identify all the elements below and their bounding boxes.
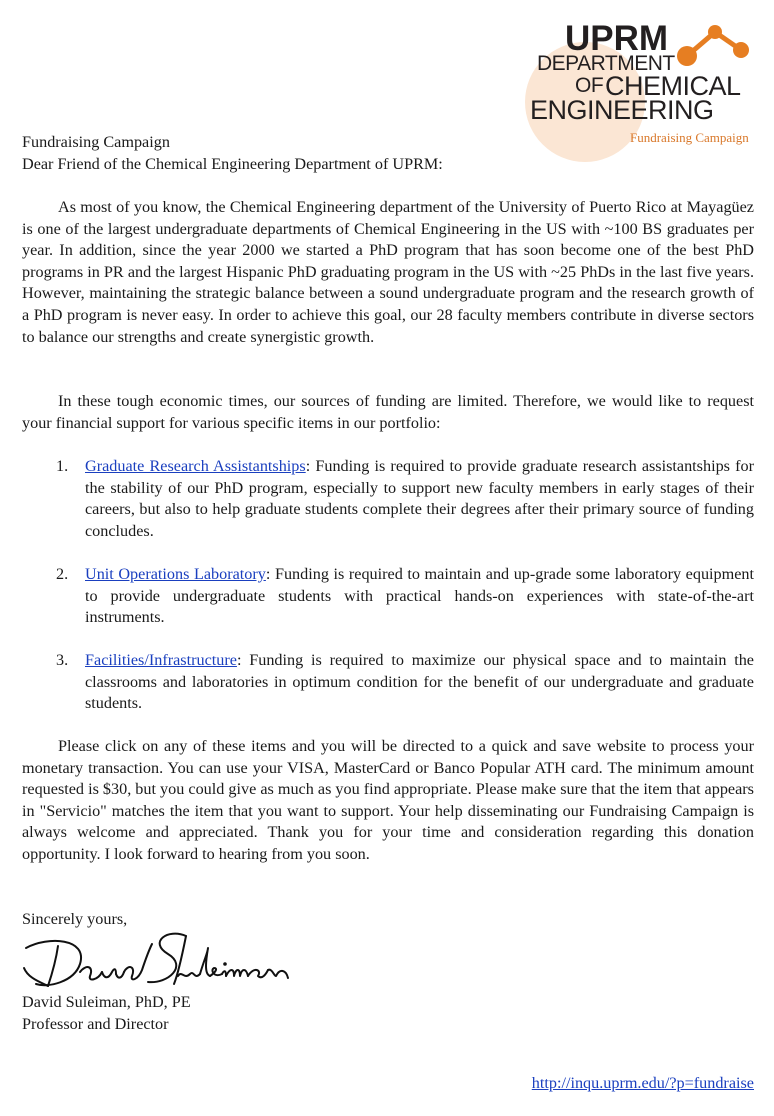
list-item-unit-operations: [22, 564, 754, 629]
paragraph-intro: As most of you know, the Chemical Engineering department of the University of Puerto Rico at Mayagüez is one of the largest undergraduate departments of Chemical Engineering in the US with ~100 BS graduates per year. In addition, since the year 2000 we started a PhD program that has soon become one of the best PhD programs in PR and the largest Hispanic PhD graduating program in the US with ~25 PhDs in the last five years. However, maintaining the strategic balance between a sound undergraduate program and the research growth of a PhD program is never easy. In order to achieve this goal, our 28 faculty members contribute in diverse sectors to balance our strengths and create synergistic growth.: [22, 198, 754, 346]
paragraph-instructions: Please click on any of these items and you will be directed to a quick and save website to process your monetary transaction. You can use your VISA, MasterCard or Banco Popular ATH card. The minimum amount requested is $30, but you could give as much as you find appropriate. Please make sure that the item that appears in "Servicio" matches the item that you want to support. Your help disseminating our Fundraising Campaign is always welcome and appreciated. Thank you for your time and consideration regarding this donation opportunity. I look forward to hearing from you soon.: [22, 737, 754, 863]
list-item-text: : Funding is required to provide graduate research assistantships for the stability of our PhD program, especially to support new faculty members in early stages of their careers, but also to help graduate students complete their degrees after their primary source of funding concludes.: [85, 457, 754, 540]
logo-chemical-text: CHEMICAL: [605, 71, 741, 101]
list-item-graduate-research: [22, 456, 754, 542]
letter-salutation: Dear Friend of the Chemical Engineering Department of UPRM:: [22, 155, 443, 173]
uprm-chemical-engineering-logo: [525, 20, 757, 150]
logo-of-text: OF: [575, 74, 604, 97]
fundraise-url-link[interactable]: http://inqu.uprm.edu/?p=fundraise: [531, 1074, 754, 1092]
unit-operations-laboratory-link[interactable]: Unit Operations Laboratory: [85, 565, 266, 583]
list-item-text: : Funding is required to maximize our physical space and to maintain the classrooms and laboratories in optimum condition for the benefit of our undergraduate and graduate students.: [85, 651, 754, 713]
list-item-number: 3.: [56, 651, 69, 669]
list-item-number: 2.: [56, 565, 69, 583]
paragraph-request: In these tough economic times, our sources of funding are limited. Therefore, we would like to request your financial support for various specific items in our portfolio:: [22, 392, 754, 432]
list-item-text: : Funding is required to maintain and up-grade some laboratory equipment to provide undergraduate students with practical hands-on experiences with state-of-the-art instruments.: [85, 565, 754, 627]
list-item-facilities: [22, 650, 754, 715]
letter-heading: Fundraising Campaign: [22, 133, 170, 151]
logo-tagline: Fundraising Campaign: [630, 130, 749, 145]
logo-uprm-text: UPRM: [565, 19, 669, 58]
handwritten-signature: [18, 926, 298, 996]
closing-text: Sincerely yours,: [22, 910, 128, 928]
logo-engineering-text: ENGINEERING: [530, 95, 714, 125]
signer-name: David Suleiman, PhD, PE: [22, 993, 191, 1011]
molecule-icon: [675, 20, 755, 75]
graduate-research-assistantships-link[interactable]: Graduate Research Assistantships: [85, 457, 306, 475]
logo-department-text: DEPARTMENT: [537, 52, 675, 75]
facilities-infrastructure-link[interactable]: Facilities/Infrastructure: [85, 651, 237, 669]
signer-title: Professor and Director: [22, 1015, 169, 1033]
list-item-number: 1.: [56, 457, 69, 475]
